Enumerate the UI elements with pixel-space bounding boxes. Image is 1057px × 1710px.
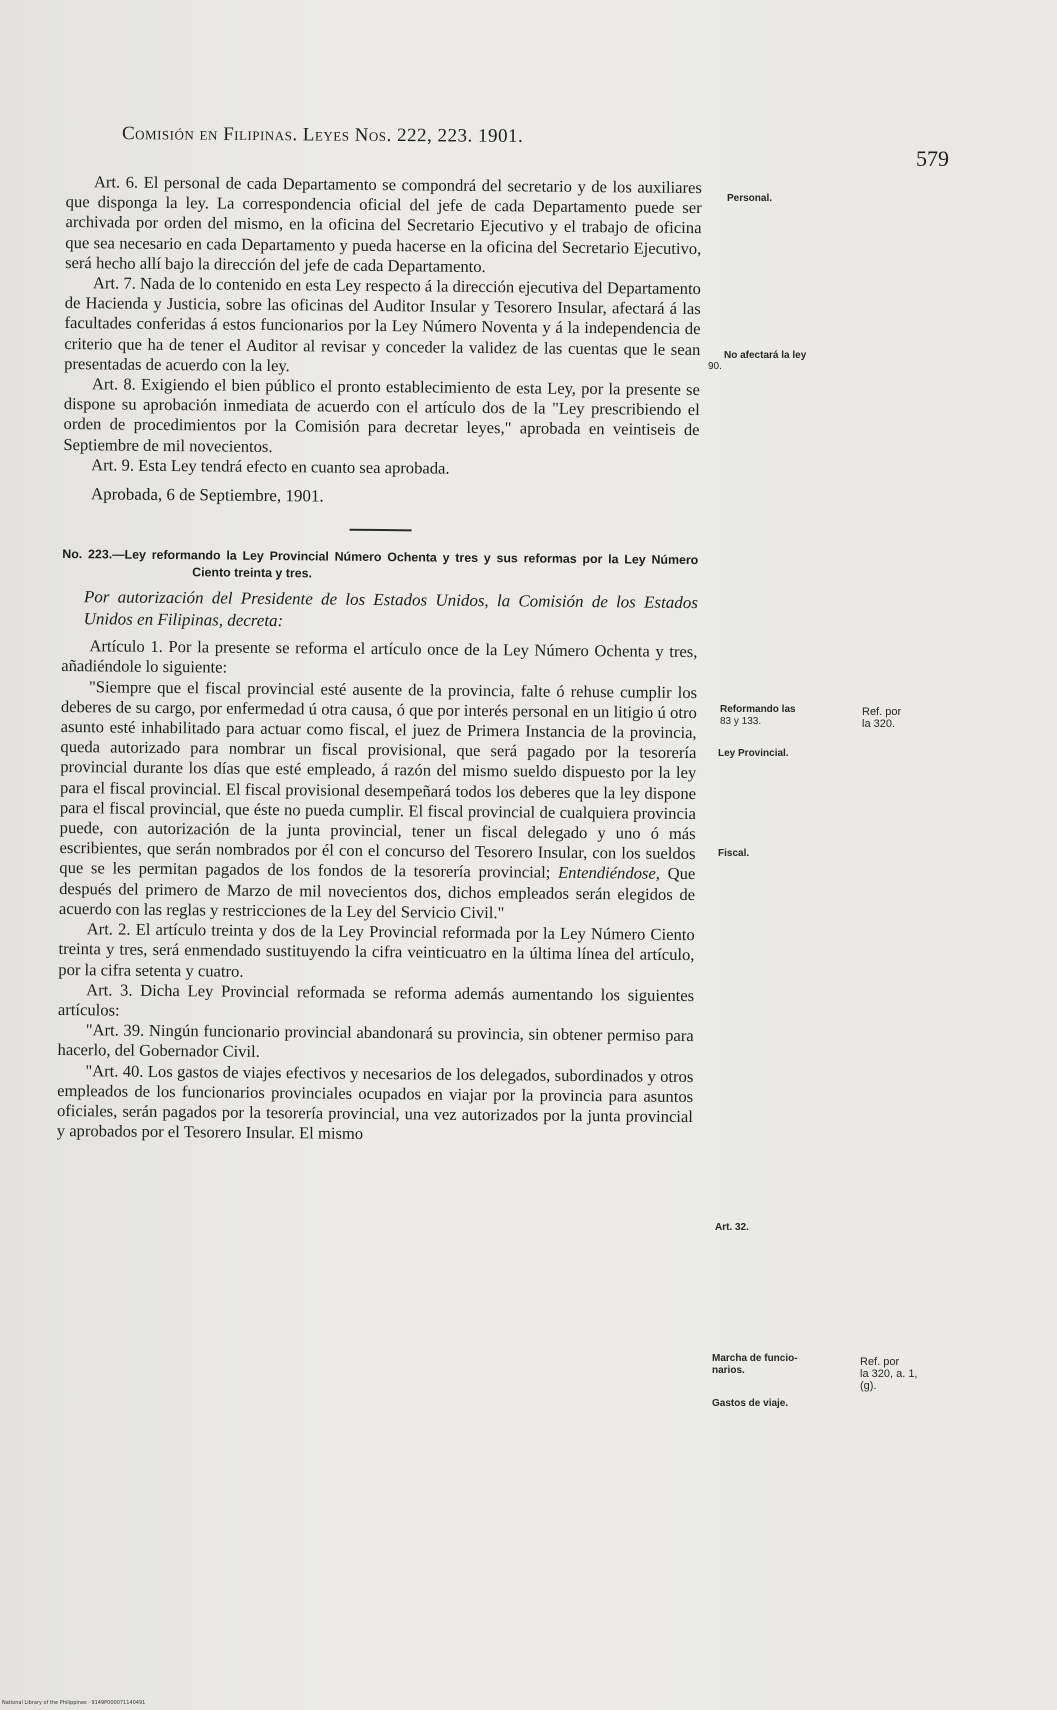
margin-note-ley-provincial: Ley Provincial. (718, 748, 789, 759)
article-1-quote-part-a: "Siempre que el fiscal provincial esté ausente de la provincia, falte ó rehuse cumplir los deberes de su cargo, por enfermedad ú otra causa, ó que por interés personal en un litigio ú otro asunto esté inhabilitado para actuar como fiscal, el juez de Primera Instancia de la provincia, queda autorizado para nombrar un fiscal provisional, que será pagado por la tesorería provincial durante los días que esté empleado, á razón del mismo sueldo dispuesto por la ley para el fiscal provincial. El fiscal provisional desempeñará todos los deberes que la ley dispone para el fiscal provincial, que éste no pueda cumplir. El fiscal provincial de cualquiera provincia puede, con autorización de la junta provincial, tener un fiscal delegado y uno ó más escribientes, que serán nombrados por él con el concurso del Tesorero Insular, con los sueldos que se les permitan pagados de los fondos de la tesorería provincial; (59, 676, 698, 883)
enacting-clause: Por autorización del Presidente de los Estados Unidos, la Comisión de los Estados Unidos en Filipinas, decreta: (83, 587, 698, 631)
margin-note-ref2-line3: (g). (860, 1380, 877, 1392)
article-2: Art. 2. El artículo treinta y dos de la Ley Provincial reformada por la Ley Número Ciento treinta y tres, será enmendado sustituyendo la cifra veinticuatro en la última línea del artículo, por la cifra setenta y cuatro. (58, 919, 695, 981)
article-3: Art. 3. Dicha Ley Provincial reformada se reforma además aumentando los siguientes artículos: (57, 979, 695, 1020)
article-1-quote (59, 677, 697, 926)
page-number: 579 (916, 146, 949, 171)
margin-note-marcha-line2: narios. (712, 1365, 745, 1376)
article-40: "Art. 40. Los gastos de viajes efectivos y necesarios de los delegados, subordinados y otros empleados de los funcionarios provinciales ocupados en viajar por la provincia para asuntos oficiales, serán pagados por la tesorería provincial, una vez autorizados por la junta provincial y aprobados por el Tesorero Insular. El mismo (56, 1060, 694, 1144)
margin-note-gastos: Gastos de viaje. (712, 1398, 789, 1409)
margin-note-no-afectara-line1: No afectará la ley (724, 350, 807, 361)
margin-note-art-32: Art. 32. (715, 1222, 749, 1233)
margin-note-ref2-line1: Ref. por (860, 1356, 900, 1368)
proviso-emphasis: Entendiéndose, (558, 863, 661, 884)
running-header: Comisión en Filipinas. Leyes Nos. 222, 223. 1901. (121, 123, 524, 147)
margin-note-ref-line2: la 320. (862, 718, 896, 730)
margin-note-personal: Personal. (727, 193, 773, 204)
margin-note-reformando (720, 704, 796, 728)
article-7: Art. 7. Nada de lo contenido en esta Ley respecto á la dirección ejecutiva del Departamento de Hacienda y Justicia, sobre las oficinas del Auditor Insular y Tesorero Insular, afectará á las facultades conferidas á estos funcionarios por la Ley Número Noventa y á la independencia de criterio que ha de tener el Auditor al revisar y conceder la validez de las cuentas que le sean presentadas de acuerdo con la ley. (64, 273, 702, 375)
margin-note-marcha-line1: Marcha de funcio- (712, 1353, 798, 1364)
margin-note-no-afectara-line2: 90. (708, 361, 722, 372)
approval-date: Aprobada, 6 de Septiembre, 1901. (90, 484, 324, 506)
margin-note-ref2-line2: la 320, a. 1, (860, 1368, 918, 1380)
margin-note-reformando-line1: Reformando las (720, 704, 796, 715)
margin-note-reformando-line2: 83 y 133. (720, 716, 762, 727)
article-6: Art. 6. El personal de cada Departamento se compondrá del secretario y de los auxiliares que disponga la ley. La correspondencia oficial del jefe de cada Departamento puede ser archivada por orden del mismo, en la oficina del Secretario Ejecutivo y el trabajo de oficina que sea necesario en cada Departamento y pueda hacerse en la oficina del Secretario Ejecutivo, será hecho allí bajo la dirección del jefe de cada Departamento. (65, 172, 702, 276)
law-223-title: No. 223.—Ley reformando la Ley Provincial Número Ochenta y tres y sus reformas por la Ley Número Ciento treinta y tres. (62, 547, 699, 581)
margin-note-no-afectara (724, 350, 806, 362)
article-39: "Art. 39. Ningún funcionario provincial abandonará su provincia, sin obtener permiso para hacerlo, del Gobernador Civil. (57, 1020, 694, 1062)
article-1-intro: Artículo 1. Por la presente se reforma el artículo once de la Ley Número Ochenta y tres, añadiéndole lo siguiente: (61, 636, 698, 678)
margin-note-ref-line1: Ref. por (862, 706, 902, 718)
footer-credit: National Library of the Philippines · 9149P000071140491 (2, 1700, 146, 1706)
article-9: Art. 9. Esta Ley tendrá efecto en cuanto sea aprobada. (91, 455, 450, 478)
margin-note-fiscal: Fiscal. (718, 848, 750, 859)
article-8: Art. 8. Exigiendo el bien público el pronto establecimiento de esta Ley, por la presente se dispone su aprobación inmediata de acuerdo con el artículo dos de la "Ley prescribiendo el orden de procedimientos por la Comisión para decretar leyes," aprobada en veintiseis de Septiembre de mil novecientos. (63, 374, 701, 456)
body-text (57, 172, 702, 1147)
margin-note-marcha (712, 1353, 798, 1377)
margin-note-ref-320-a1 (860, 1356, 918, 1392)
section-divider (350, 529, 412, 532)
article-1-quote-part-b: Que después del primero de Marzo de mil novecientos dos, dichos empleados serán elegidos de acuerdo con las reglas y restricciones de la Ley del Servicio Civil." (58, 864, 696, 923)
margin-note-ref-320 (862, 706, 901, 730)
